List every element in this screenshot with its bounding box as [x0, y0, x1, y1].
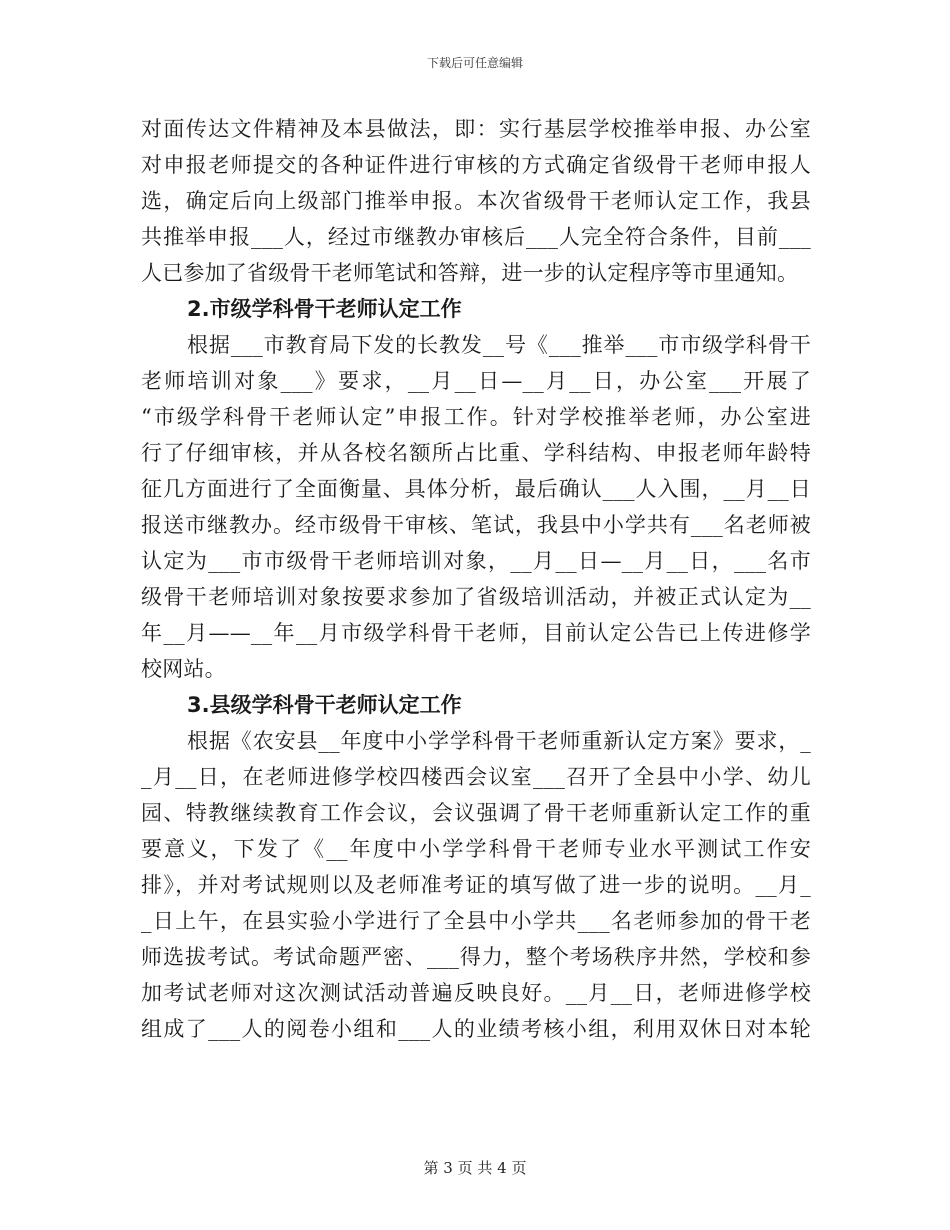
paragraph-first-line: 根据《农安县__年度中小学学科骨干老师重新认定方案》要求，_ — [187, 729, 811, 753]
body-line: _日上午，在县实验小学进行了全县中小学共___名老师参加的骨干老 — [141, 909, 811, 933]
body-line: 园、特教继续教育工作会议，会议强调了骨干老师重新认定工作的重 — [141, 801, 811, 825]
page-number: 第 3 页 共 4 页 — [423, 1159, 527, 1177]
body-line: 对申报老师提交的各种证件进行审核的方式确定省级骨干老师申报人 — [141, 153, 811, 177]
body-line: 加考试老师对这次测试活动普遍反映良好。__月__日，老师进修学校 — [141, 981, 811, 1005]
body-line: 报送市继教办。经市级骨干审核、笔试，我县中小学共有___名老师被 — [141, 513, 811, 537]
section-heading: 3.县级学科骨干老师认定工作 — [187, 693, 462, 717]
body-line: 校网站。 — [141, 657, 226, 681]
paragraph-first-line: 根据___市教育局下发的长教发__号《___推举___市市级学科骨干 — [187, 333, 811, 357]
body-line: 人已参加了省级骨干老师笔试和答辩，进一步的认定程序等市里通知。 — [141, 261, 799, 285]
body-line: 行了仔细审核，并从各校名额所占比重、学科结构、申报老师年龄特 — [141, 441, 811, 465]
page-header-note: 下载后可任意编辑 — [426, 56, 523, 70]
body-line: 年__月——__年__月市级学科骨干老师，目前认定公告已上传进修学 — [141, 621, 811, 645]
body-line: 要意义，下发了《__年度中小学学科骨干老师专业水平测试工作安 — [141, 837, 811, 861]
body-line: 排》，并对考试规则以及老师准考证的填写做了进一步的说明。__月_ — [141, 873, 811, 897]
section-heading: 2.市级学科骨干老师认定工作 — [187, 297, 462, 321]
body-line: “市级学科骨干老师认定”申报工作。针对学校推举老师，办公室进 — [141, 405, 811, 429]
document-body — [141, 111, 811, 1047]
body-line: 选，确定后向上级部门推举申报。本次省级骨干老师认定工作，我县 — [141, 189, 811, 213]
body-line: 组成了___人的阅卷小组和___人的业绩考核小组，利用双休日对本轮 — [141, 1017, 811, 1041]
body-line: 征几方面进行了全面衡量、具体分析，最后确认___人入围，__月__日 — [141, 477, 811, 501]
body-line: 级骨干老师培训对象按要求参加了省级培训活动，并被正式认定为__ — [141, 585, 811, 609]
body-line: 师选拔考试。考试命题严密、___得力，整个考场秩序井然，学校和参 — [141, 945, 811, 969]
body-line: 老师培训对象___》要求，__月__日—__月__日，办公室___开展了 — [141, 369, 811, 393]
body-line: 共推举申报___人，经过市继教办审核后___人完全符合条件，目前___ — [141, 225, 811, 249]
body-line: 认定为___市市级骨干老师培训对象，__月__日—__月__日，___名市 — [141, 549, 811, 573]
body-line: 对面传达文件精神及本县做法，即：实行基层学校推举申报、办公室 — [141, 117, 811, 141]
body-line: _月__日，在老师进修学校四楼西会议室___召开了全县中小学、幼儿 — [141, 765, 811, 789]
